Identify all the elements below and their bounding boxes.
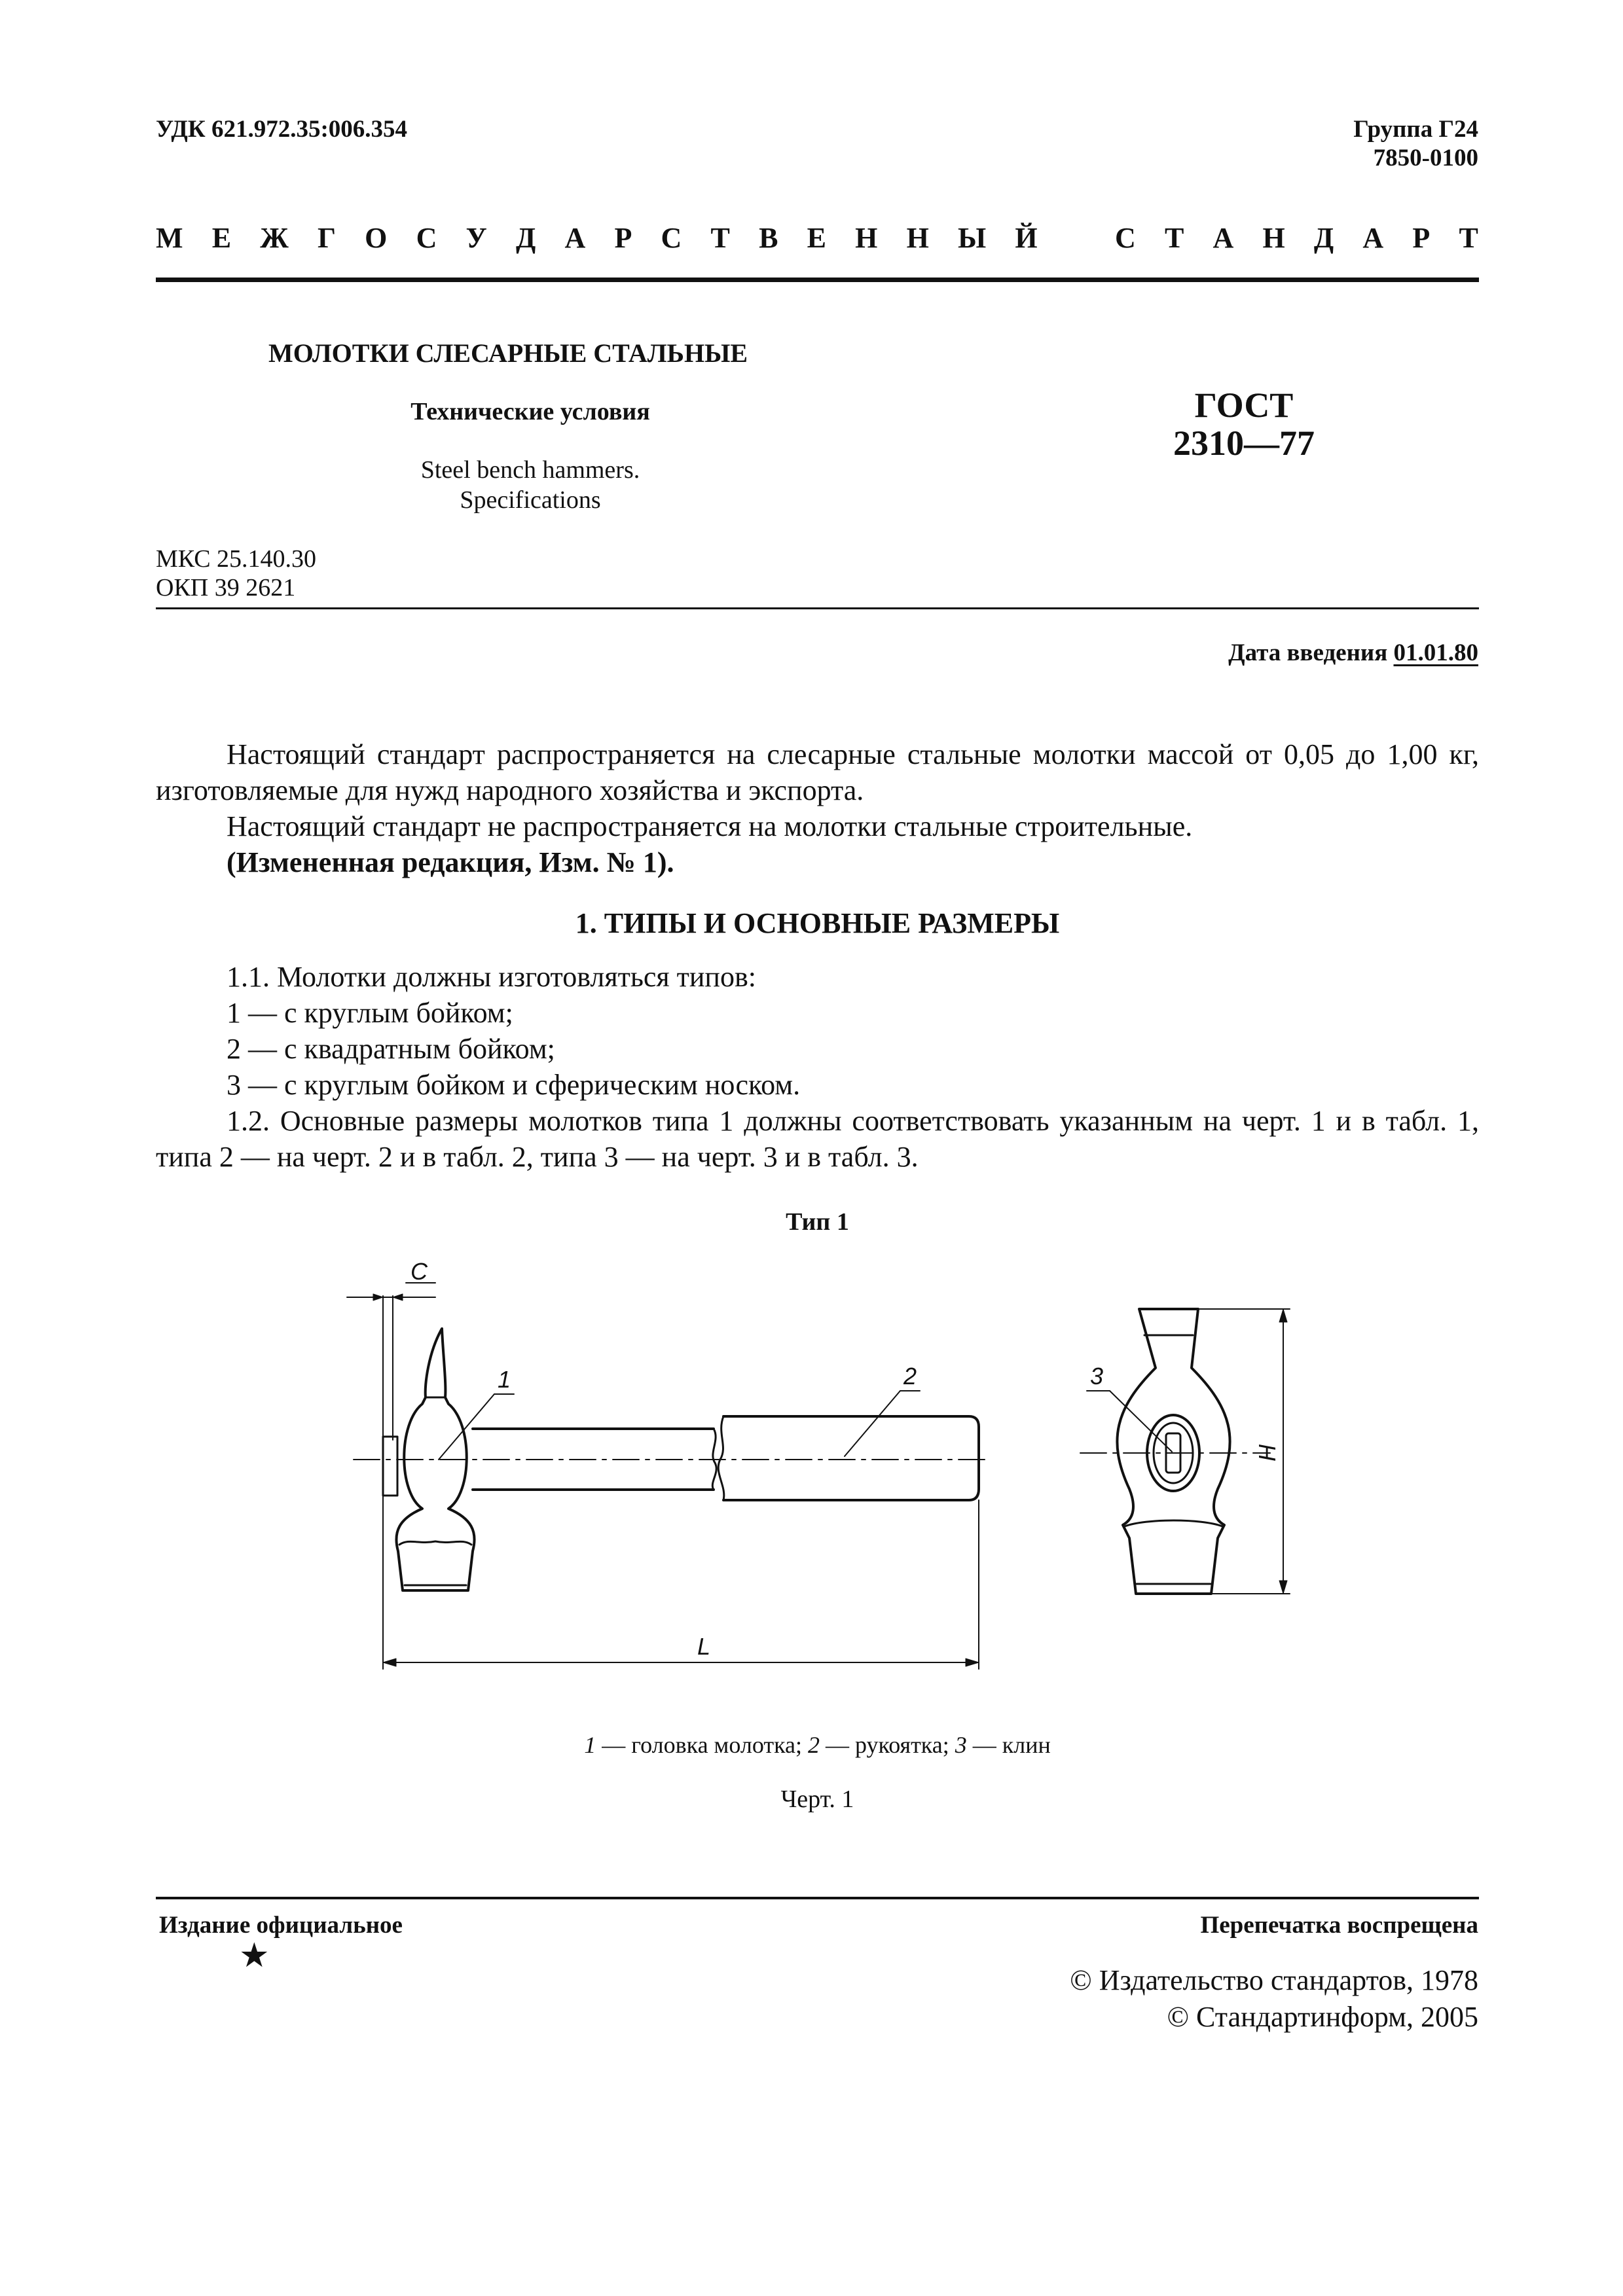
group-block — [1353, 115, 1478, 173]
interstate-letter: Т — [1164, 222, 1184, 254]
label-l: L — [697, 1633, 711, 1660]
gost-number: 2310—77 — [1173, 423, 1315, 463]
footer-rule — [156, 1897, 1479, 1899]
interstate-letter: Д — [516, 222, 536, 254]
c-arrow — [373, 1294, 383, 1300]
section-heading: 1. ТИПЫ И ОСНОВНЫЕ РАЗМЕРЫ — [575, 907, 1060, 939]
h-arrow-top — [1279, 1309, 1287, 1322]
legend-num-2: 2 — [808, 1732, 820, 1758]
face-curve — [399, 1541, 471, 1545]
interstate-letter: О — [365, 222, 388, 254]
interstate-letter: Н — [855, 222, 878, 254]
amendment-note: (Измененная редакция, Изм. № 1). — [227, 846, 674, 878]
classification-codes — [156, 545, 316, 602]
introduction-date-value: 01.01.80 — [1393, 639, 1478, 666]
introduction-date — [1228, 639, 1478, 667]
label-2: 2 — [903, 1363, 917, 1390]
type-1-item: 1 — с круглым бойком; — [227, 997, 513, 1029]
interstate-letter: С — [416, 222, 437, 254]
introduction-date-label: Дата введения — [1228, 639, 1388, 666]
h-arrow-bottom — [1279, 1581, 1287, 1594]
interstate-letter: Т — [1459, 222, 1478, 254]
english-title-line1: Steel bench hammers. — [420, 456, 640, 484]
interstate-letter: Г — [317, 222, 336, 254]
figure-type-caption: Тип 1 — [786, 1208, 849, 1236]
interstate-letter: С — [1115, 222, 1136, 254]
label-1: 1 — [497, 1366, 511, 1393]
figure-legend — [156, 1731, 1479, 1759]
copyright-2005: © Стандартинформ, 2005 — [1167, 2001, 1478, 2033]
legend-text-3: — клин — [966, 1732, 1051, 1758]
star-icon: ★ — [239, 1937, 270, 1975]
scope-paragraph: Настоящий стандарт распространяется на слесарные стальные молотки массой от 0,05 до 1,00 кг, изготовляемые для нужд народного хозяйства и экспорта. — [156, 738, 1479, 806]
interstate-letter: У — [465, 222, 487, 254]
mks-code: МКС 25.140.30 — [156, 545, 317, 573]
handle-grip — [723, 1416, 979, 1500]
interstate-letter: Ы — [958, 222, 987, 254]
hammer-drawing — [327, 1244, 1309, 1702]
title-rule — [156, 607, 1479, 609]
head-rear-block — [383, 1437, 397, 1496]
label-c: C — [410, 1258, 428, 1285]
interstate-letter: В — [759, 222, 778, 254]
interstate-letter: Д — [1313, 222, 1334, 254]
group-code: Группа Г24 — [1353, 116, 1478, 143]
heading-rule — [156, 278, 1479, 282]
interstate-standard-heading — [156, 221, 1478, 255]
interstate-letter: Ж — [260, 222, 289, 254]
leader-2 — [845, 1391, 900, 1456]
interstate-letter: Е — [211, 222, 232, 254]
clause-1-2: 1.2. Основные размеры молотков типа 1 должны соответствовать указанным на черт. 1 и в табл. 1, типа 2 — на черт. 2 и в табл. 2, типа 3 — на черт. 3 и в табл. 3. — [156, 1105, 1479, 1173]
legend-num-1: 1 — [584, 1732, 596, 1758]
c-arrow-2 — [393, 1294, 403, 1300]
exclusion-paragraph: Настоящий стандарт не распространяется на молотки стальные строительные. — [227, 810, 1193, 842]
interstate-letter: М — [156, 222, 183, 254]
interstate-gap — [1067, 221, 1086, 255]
interstate-letter: Н — [906, 222, 929, 254]
interstate-letter: С — [661, 222, 682, 254]
clause-1-1: 1.1. Молотки должны изготовляться типов: — [227, 961, 756, 993]
front-waist — [1125, 1520, 1222, 1526]
standard-subtitle: Технические условия — [410, 398, 650, 425]
l-arrow-right — [966, 1659, 979, 1666]
copyright-1978: © Издательство стандартов, 1978 — [1070, 1964, 1478, 1996]
interstate-letter: Р — [1412, 222, 1431, 254]
okstu-code: 7850-0100 — [1373, 145, 1478, 171]
interstate-letter: Н — [1262, 222, 1285, 254]
legend-text-1: — головка молотка; — [596, 1732, 809, 1758]
type-3-item: 3 — с круглым бойком и сферическим носком. — [227, 1069, 801, 1101]
reprint-prohibited-label: Перепечатка воспрещена — [1200, 1912, 1478, 1939]
type-2-item: 2 — с квадратным бойком; — [227, 1033, 555, 1065]
udk-code: УДК 621.972.35:006.354 — [156, 116, 408, 143]
interstate-letter: А — [564, 222, 586, 254]
official-edition-label: Издание официальное — [159, 1912, 403, 1939]
gost-label: ГОСТ — [1194, 386, 1294, 425]
legend-num-3: 3 — [955, 1732, 967, 1758]
english-title-line2: Specifications — [460, 486, 601, 514]
l-arrow-left — [383, 1659, 396, 1666]
gost-designation — [1113, 386, 1375, 462]
interstate-letter: Й — [1015, 222, 1038, 254]
okp-code: ОКП 39 2621 — [156, 574, 296, 601]
label-h: H — [1254, 1444, 1281, 1462]
standard-title: МОЛОТКИ СЛЕСАРНЫЕ СТАЛЬНЫЕ — [268, 338, 748, 368]
interstate-letter: А — [1213, 222, 1234, 254]
interstate-letter: Е — [807, 222, 826, 254]
interstate-letter: Т — [710, 222, 730, 254]
interstate-letter: Р — [614, 222, 632, 254]
legend-text-2: — рукоятка; — [820, 1732, 955, 1758]
handle-break-2 — [718, 1416, 724, 1500]
hammer-head-front — [1117, 1309, 1230, 1594]
label-3: 3 — [1089, 1363, 1104, 1390]
figure-number: Черт. 1 — [780, 1785, 854, 1813]
interstate-letter: А — [1362, 222, 1384, 254]
